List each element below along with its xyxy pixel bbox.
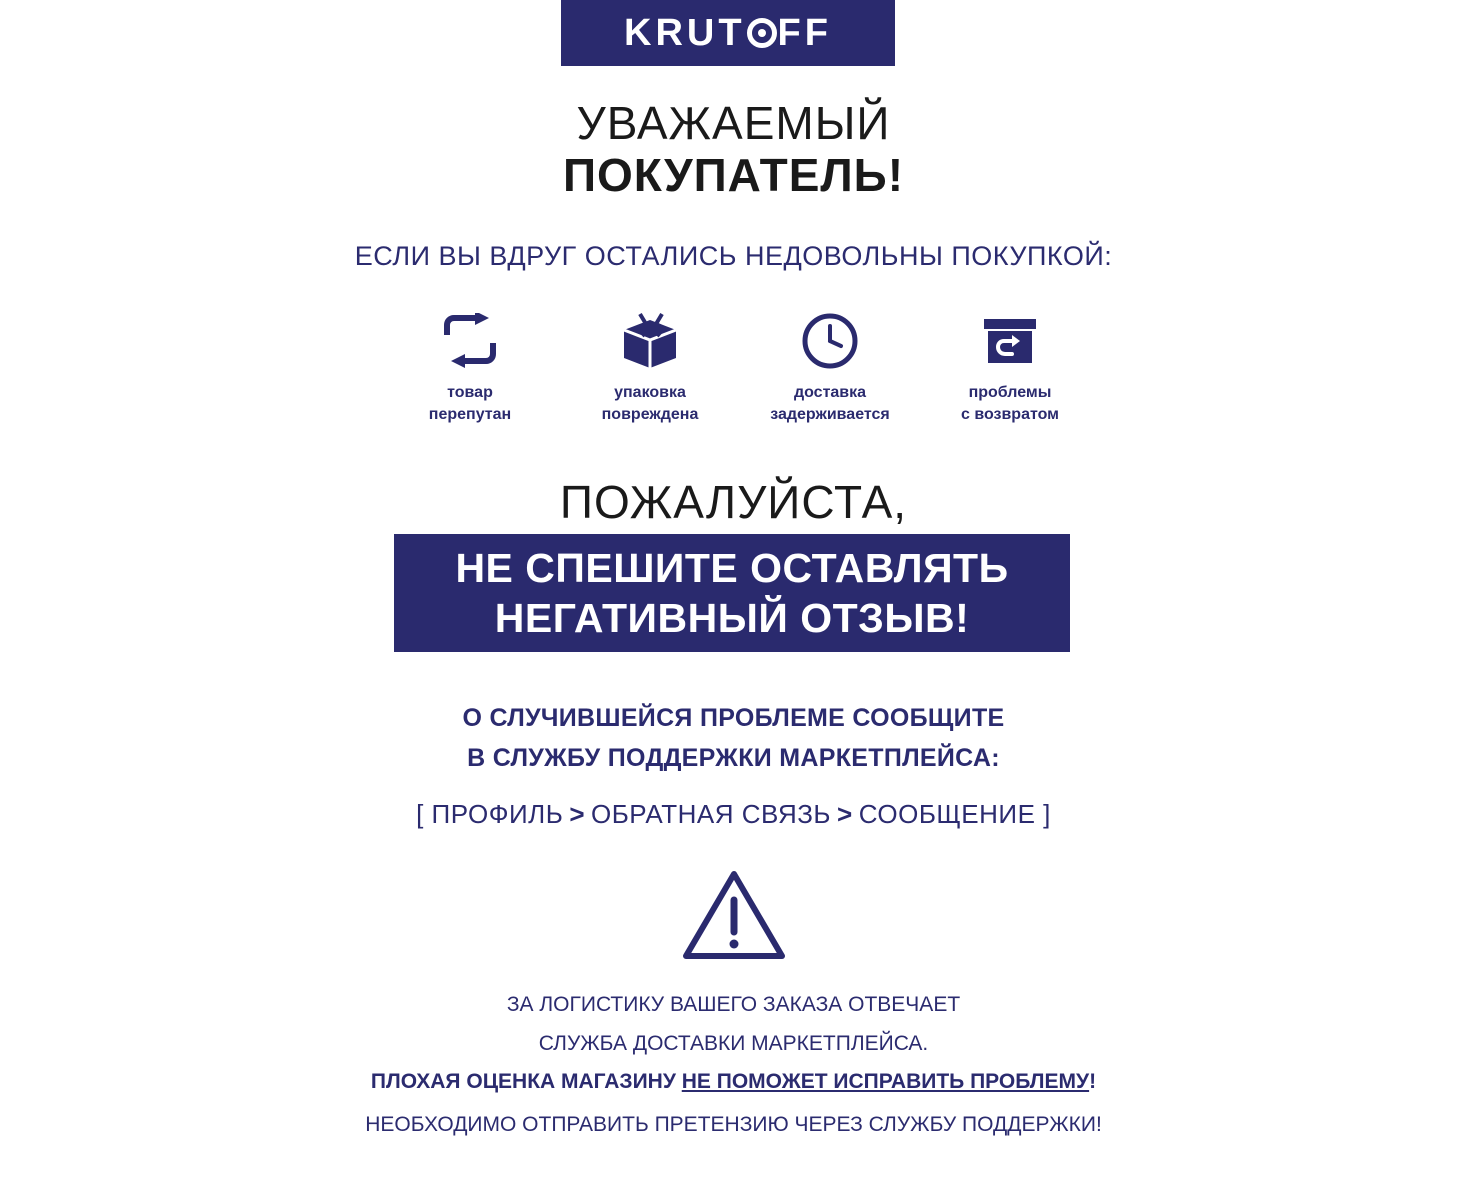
reason-caption-exchange xyxy=(380,382,560,425)
reason-item-delayed-delivery xyxy=(740,310,920,425)
warning-block xyxy=(0,866,1467,962)
support-instruction-line2: В СЛУЖБУ ПОДДЕРЖКИ МАРКЕТПЛЕЙСА: xyxy=(467,744,1000,772)
brand-logo-part1: KRUT xyxy=(624,11,746,54)
footer-line4: НЕОБХОДИМО ОТПРАВИТЬ ПРЕТЕНЗИЮ ЧЕРЕЗ СЛУЖБУ ПОДДЕРЖКИ! xyxy=(365,1113,1102,1136)
support-instruction-line1: О СЛУЧИВШЕЙСЯ ПРОБЛЕМЕ СООБЩИТЕ xyxy=(462,704,1005,732)
brand-logo xyxy=(561,0,895,66)
reason-item-return-problems xyxy=(920,310,1100,425)
return-box-icon xyxy=(920,310,1100,372)
negative-review-banner xyxy=(394,534,1070,652)
reason-caption-line1: проблемы xyxy=(968,384,1052,401)
reason-caption-line2: задерживается xyxy=(770,405,890,423)
footer-line3-emphasis: НЕ ПОМОЖЕТ ИСПРАВИТЬ ПРОБЛЕМУ xyxy=(681,1070,1090,1093)
footer-line3-suffix: ! xyxy=(1089,1070,1097,1093)
support-path-separator-2: > xyxy=(837,799,853,829)
support-path-step-profile: ПРОФИЛЬ xyxy=(431,799,564,829)
warning-triangle-icon xyxy=(680,866,788,962)
brand-logo-o-icon xyxy=(747,18,777,48)
page-subtitle: ЕСЛИ ВЫ ВДРУГ ОСТАЛИСЬ НЕДОВОЛЬНЫ ПОКУПКОЙ: xyxy=(354,241,1113,271)
exchange-arrows-icon xyxy=(380,310,560,372)
page-title-line2: ПОКУПАТЕЛЬ! xyxy=(562,149,905,201)
reason-item-damaged-package xyxy=(560,310,740,425)
reason-caption-damaged-package xyxy=(560,382,740,425)
reason-caption-line1: товар xyxy=(447,384,493,401)
damaged-box-icon xyxy=(560,310,740,372)
support-path xyxy=(0,799,1467,830)
please-heading: ПОЖАЛУЙСТА, xyxy=(559,476,908,528)
footer-line2: СЛУЖБА ДОСТАВКИ МАРКЕТПЛЕЙСА. xyxy=(538,1032,929,1055)
page-title-line1: УВАЖАЕМЫЙ xyxy=(576,97,891,149)
reason-item-exchange xyxy=(380,310,560,425)
banner-line1: НЕ СПЕШИТЕ ОСТАВЛЯТЬ xyxy=(455,544,1009,591)
reason-caption-line1: доставка xyxy=(793,384,867,401)
footer-line1: ЗА ЛОГИСТИКУ ВАШЕГО ЗАКАЗА ОТВЕЧАЕТ xyxy=(506,993,961,1016)
support-path-separator-1: > xyxy=(569,799,585,829)
banner-line2: НЕГАТИВНЫЙ ОТЗЫВ! xyxy=(494,595,970,641)
brand-logo-part2: FF xyxy=(777,11,832,54)
footer-line3-prefix: ПЛОХАЯ ОЦЕНКА МАГАЗИНУ xyxy=(370,1070,682,1093)
clock-icon xyxy=(740,310,920,372)
support-path-step-message: СООБЩЕНИЕ xyxy=(858,799,1036,829)
brand-logo-text xyxy=(624,12,832,55)
support-path-close: ] xyxy=(1035,799,1051,829)
support-path-open: [ xyxy=(416,799,432,829)
reason-caption-delayed-delivery xyxy=(740,382,920,425)
reason-caption-line2: с возвратом xyxy=(960,405,1059,423)
reason-caption-return-problems xyxy=(920,382,1100,425)
reason-caption-line1: упаковка xyxy=(614,384,686,401)
support-path-step-feedback: ОБРАТНАЯ СВЯЗЬ xyxy=(591,799,831,829)
reasons-list xyxy=(380,310,1100,425)
reason-caption-line2: перепутан xyxy=(428,405,512,423)
reason-caption-line2: повреждена xyxy=(601,405,699,423)
footer-line3 xyxy=(0,1070,1467,1094)
